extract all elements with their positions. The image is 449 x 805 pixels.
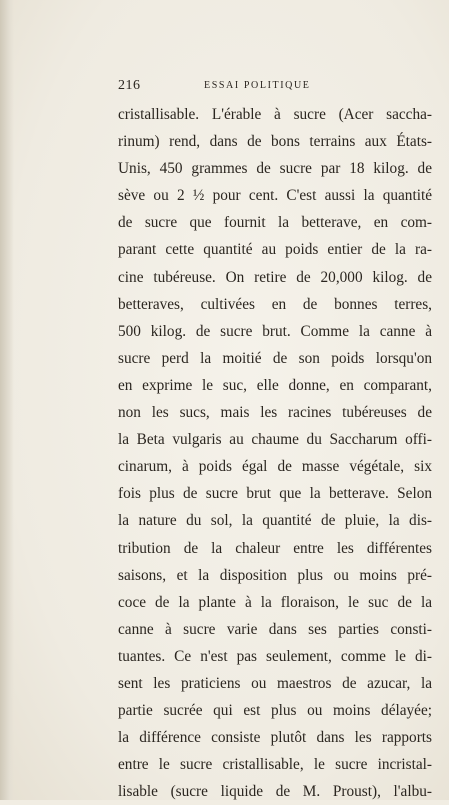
text-line: non les sucs, mais les racines tubéreuses de: [118, 404, 432, 422]
text-line: partie sucrée qui est plus ou moins délayée;: [118, 702, 432, 720]
text-line: en exprime le suc, elle donne, en comparant,: [118, 376, 432, 394]
text-line: cine tubéreuse. On retire de 20,000 kilog. de: [118, 268, 432, 286]
text-line: betteraves, cultivées en de bonnes terres,: [118, 295, 432, 313]
text-line: sent les praticiens ou maestros de azucar, la: [118, 674, 432, 692]
text-line: cristallisable. L'érable à sucre (Acer saccha-: [118, 106, 432, 123]
text-line: entre le sucre cristallisable, le sucre incristal-: [118, 756, 432, 774]
text-line: coce de la plante à la floraison, le suc de la: [118, 593, 432, 611]
text-line: Unis, 450 grammes de sucre par 18 kilog. de: [118, 160, 432, 178]
text-line: la différence consiste plutôt dans les rapports: [118, 729, 432, 747]
text-line: de sucre que fournit la betterave, en com-: [118, 214, 432, 232]
text-line: cinarum, à poids égal de masse végétale, six: [118, 458, 432, 476]
text-line: tuantes. Ce n'est pas seulement, comme le di-: [118, 647, 432, 665]
text-line: la Beta vulgaris au chaume du Saccharum offi-: [118, 431, 432, 449]
text-line: fois plus de sucre brut que la betterave. Selon: [118, 485, 432, 503]
page-number: 216: [118, 78, 141, 93]
text-line: lisable (sucre liquide de M. Proust), l'albu-: [118, 783, 432, 801]
running-head: [118, 78, 432, 94]
text-line: 500 kilog. de sucre brut. Comme la canne à: [118, 322, 432, 340]
text-line: canne à sucre varie dans ses parties consti-: [118, 620, 432, 638]
text-line: saisons, et la disposition plus ou moins pré-: [118, 566, 432, 584]
page-gutter-shadow: [0, 0, 14, 800]
text-line: sucre perd la moitié de son poids lorsqu'on: [118, 349, 432, 367]
running-title: ESSAI POLITIQUE: [204, 80, 311, 91]
text-line: la nature du sol, la quantité de pluie, la dis-: [118, 512, 432, 530]
body-text: [118, 101, 432, 805]
text-line: parant cette quantité au poids entier de la ra-: [118, 241, 432, 259]
text-line: sève ou 2 ½ pour cent. C'est aussi la quantité: [118, 187, 432, 205]
text-line: rinum) rend, dans de bons terrains aux États-: [118, 133, 432, 151]
text-line: tribution de la chaleur entre les différentes: [118, 539, 432, 557]
